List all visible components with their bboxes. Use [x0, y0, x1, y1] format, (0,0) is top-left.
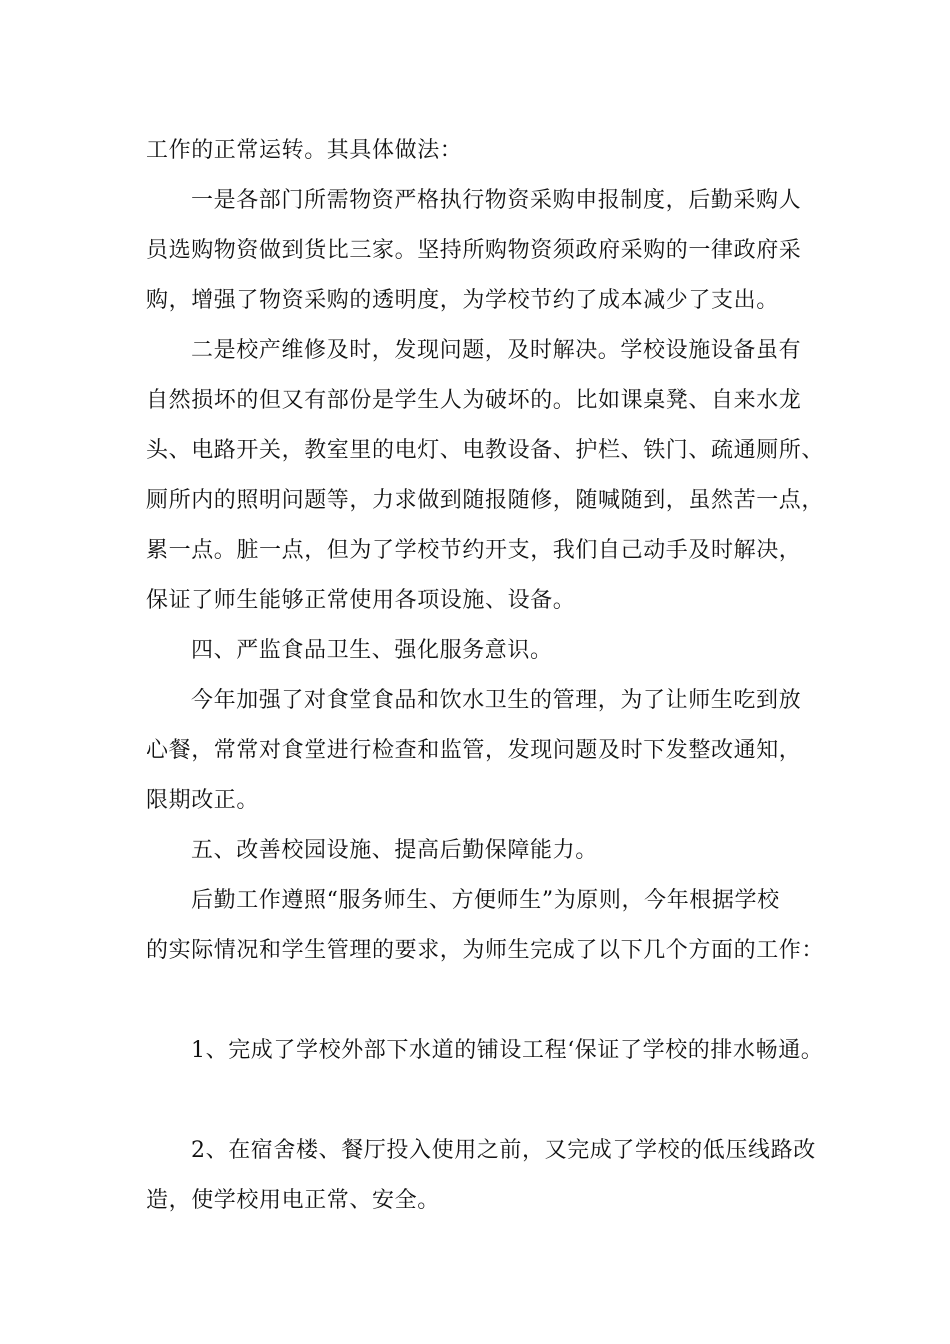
text-line: 今年加强了对食堂食品和饮水卫生的管理，为了让师生吃到放	[191, 688, 802, 713]
text-line: 后勤工作遵照“服务师生、方便师生”为原则，今年根据学校	[191, 888, 780, 913]
section-heading: 四、严监食品卫生、强化服务意识。	[191, 638, 553, 663]
text-line: 二是校产维修及时，发现问题，及时解决。学校设施设备虽有	[191, 338, 802, 363]
list-item: 1、完成了学校外部下水道的铺设工程‘保证了学校的排水畅通。	[191, 1038, 824, 1063]
section-heading: 五、改善校园设施、提高后勤保障能力。	[191, 838, 598, 863]
text-line: 心餐，常常对食堂进行检查和监管，发现问题及时下发整改通知，	[146, 738, 802, 763]
text-line: 厕所内的照明问题等，力求做到随报随修，随喊随到，虽然苦一点，	[146, 488, 825, 513]
text-line: 一是各部门所需物资严格执行物资采购申报制度，后勤采购人	[191, 188, 802, 213]
text-line: 员选购物资做到货比三家。坚持所购物资须政府采购的一律政府采	[146, 238, 802, 263]
text-line: 累一点。脏一点，但为了学校节约开支，我们自己动手及时解决，	[146, 538, 802, 563]
text-line: 限期改正。	[146, 788, 260, 813]
text-line: 造，使学校用电正常、安全。	[146, 1188, 440, 1213]
text-line: 购，增强了物资采购的透明度，为学校节约了成本减少了支出。	[146, 288, 779, 313]
text-line: 自然损坏的但又有部份是学生人为破坏的。比如课桌凳、自来水龙	[146, 388, 802, 413]
text-line: 的实际情况和学生管理的要求，为师生完成了以下几个方面的工作：	[146, 938, 825, 963]
text-line: 工作的正常运转。其具体做法：	[146, 138, 463, 163]
text-line: 头、电路开关，教室里的电灯、电教设备、护栏、铁门、疏通厕所、	[146, 438, 825, 463]
text-line: 保证了师生能够正常使用各项设施、设备。	[146, 588, 576, 613]
list-item: 2、在宿舍楼、餐厅投入使用之前，又完成了学校的低压线路改	[191, 1138, 816, 1163]
